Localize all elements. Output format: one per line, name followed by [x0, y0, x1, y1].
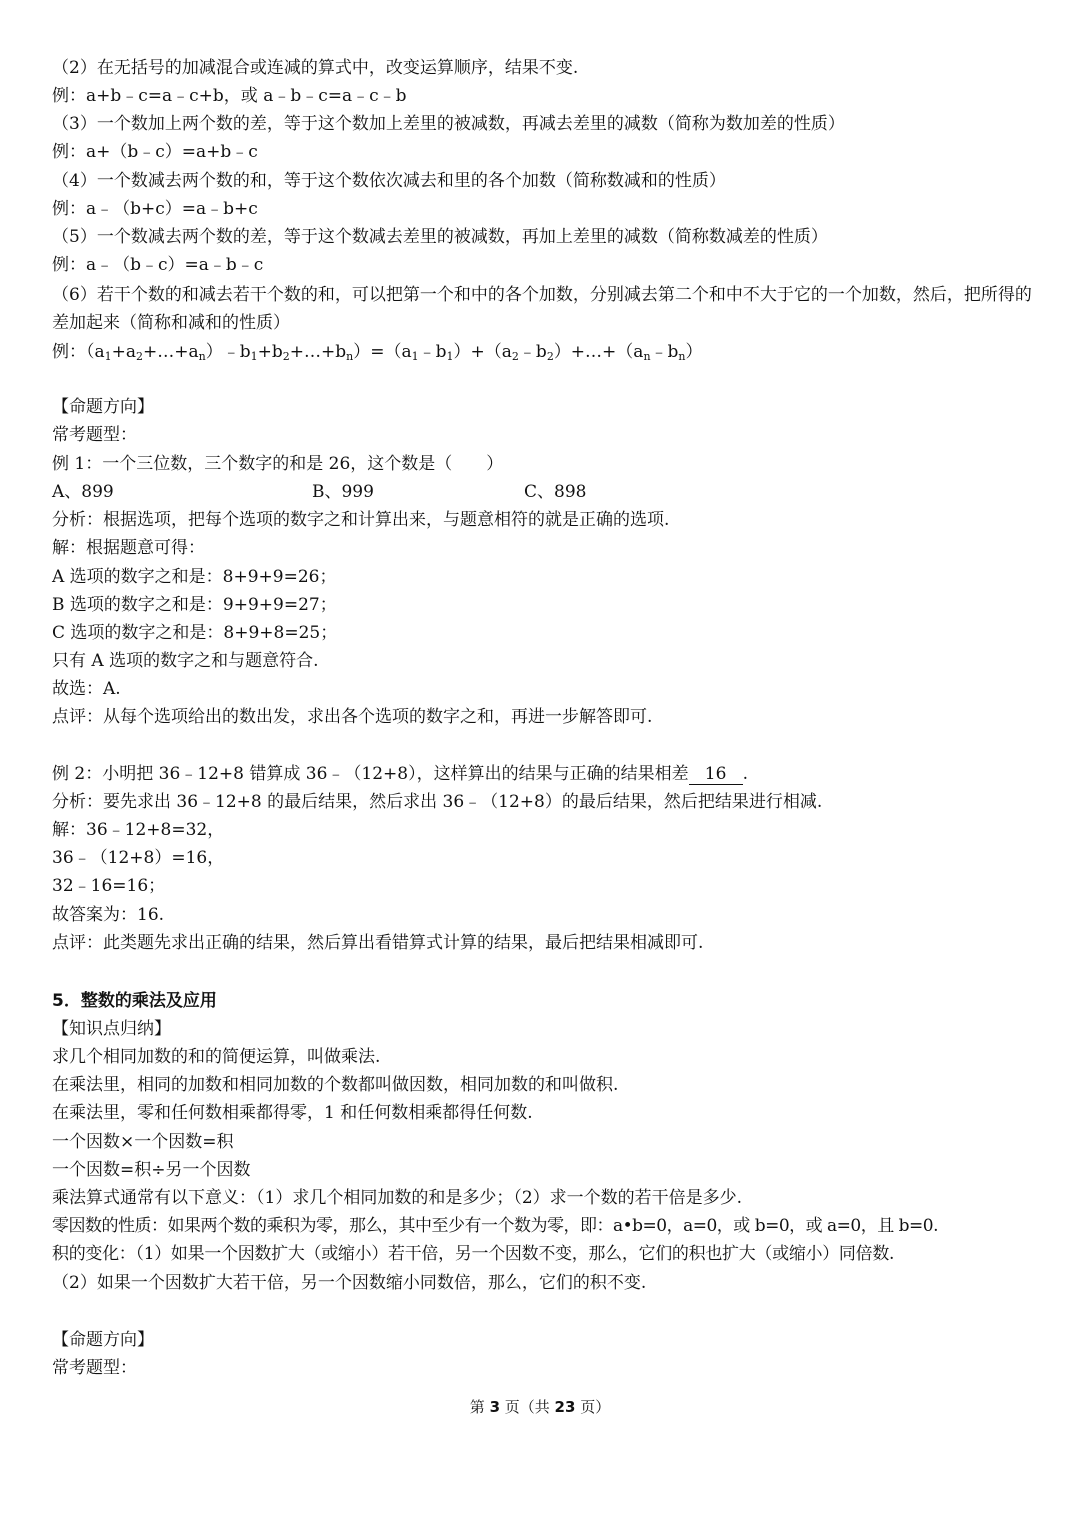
text-line: 常考题型：	[52, 1358, 137, 1378]
solution-line: B 选项的数字之和是：9+9+9=27；	[52, 595, 337, 615]
page-number: 3	[489, 1398, 500, 1416]
text-line: 常考题型：	[52, 425, 137, 445]
formula-part: ）+…+（a	[553, 342, 644, 362]
formula-part: ）=（a	[353, 342, 412, 362]
text-line: 积的变化：（1）如果一个因数扩大（或缩小）若干倍，另一个因数不变，那么，它们的积也扩大（或缩小）同倍数.	[52, 1244, 895, 1264]
text-line: 零因数的性质：如果两个数的乘积为零，那么，其中至少有一个数为零，即：a•b=0，a=0，或 b=0，或 a=0，且 b=0.	[52, 1216, 938, 1236]
formula-line: 一个因数=积÷另一个因数	[52, 1160, 251, 1180]
option-c: C、898	[524, 482, 587, 502]
section-heading: 【命题方向】	[52, 397, 154, 417]
formula-part: ﹣b	[650, 342, 679, 362]
formula-subscript: 2	[511, 350, 519, 363]
text-line: （3）一个数加上两个数的差，等于这个数加上差里的被减数，再减去差里的减数（简称为数加差的性质）	[52, 114, 845, 134]
comment-line: 点评：从每个选项给出的数出发，求出各个选项的数字之和，再进一步解答即可.	[52, 707, 653, 727]
formula-subscript: 2	[546, 350, 554, 363]
text-line: （4）一个数减去两个数的和，等于这个数依次减去和里的各个加数（简称数减和的性质）	[52, 171, 726, 191]
analysis-line: 分析：要先求出 36﹣12+8 的最后结果，然后求出 36﹣（12+8）的最后结果，然后把结果进行相减.	[52, 792, 823, 812]
solution-line: A 选项的数字之和是：8+9+9=26；	[52, 567, 337, 587]
example-line: 例：a﹣（b+c）=a﹣b+c	[52, 199, 258, 219]
question-line: 例 1：一个三位数，三个数字的和是 26，这个数是（ ）	[52, 454, 504, 474]
example-line: 例：a﹣（b﹣c）=a﹣b﹣c	[52, 255, 264, 275]
solution-line: C 选项的数字之和是：8+9+8=25；	[52, 623, 338, 643]
formula-subscript: n	[346, 350, 354, 363]
formula-subscript: n	[643, 350, 651, 363]
formula-subscript: 1	[411, 350, 419, 363]
formula-subscript: n	[198, 350, 206, 363]
formula-part: ）﹣b	[205, 342, 251, 362]
formula-subscript: 1	[250, 350, 258, 363]
text-line: （2）在无括号的加减混合或连减的算式中，改变运算顺序，结果不变.	[52, 58, 579, 78]
total-pages: 23	[554, 1398, 576, 1416]
text-line: （2）如果一个因数扩大若干倍，另一个因数缩小同数倍，那么，它们的积不变.	[52, 1273, 647, 1293]
section-heading: 【命题方向】	[52, 1330, 154, 1350]
text-line: 在乘法里，零和任何数相乘都得零，1 和任何数相乘都得任何数.	[52, 1103, 533, 1123]
formula-part: +…+a	[143, 342, 199, 362]
solution-line: 32﹣16=16；	[52, 876, 166, 896]
formula-subscript: 1	[446, 350, 454, 363]
text-line: 在乘法里，相同的加数和相同加数的个数都叫做因数，相同加数的和叫做积.	[52, 1075, 619, 1095]
text-line: 求几个相同加数的和的简便运算，叫做乘法.	[52, 1047, 381, 1067]
formula-part: ﹣b	[418, 342, 447, 362]
formula-part: +b	[257, 342, 283, 362]
formula-part: ﹣b	[518, 342, 547, 362]
analysis-line: 分析：根据选项，把每个选项的数字之和计算出来，与题意相符的就是正确的选项.	[52, 510, 670, 530]
question-end: .	[742, 764, 748, 784]
solution-line: 只有 A 选项的数字之和与题意符合.	[52, 651, 319, 671]
formula-part: 例：（a	[52, 342, 105, 362]
footer-text: 页）	[575, 1398, 611, 1416]
solution-line: 36﹣（12+8）=16，	[52, 848, 225, 868]
section-title: 5．整数的乘法及应用	[52, 991, 217, 1011]
answer-line: 故选：A.	[52, 679, 121, 699]
formula-part: ）+（a	[453, 342, 512, 362]
formula-part: +…+b	[289, 342, 347, 362]
answer-line: 故答案为：16.	[52, 905, 165, 925]
option-b: B、999	[312, 482, 374, 502]
formula-part: +a	[111, 342, 137, 362]
solution-line: 解：36﹣12+8=32，	[52, 820, 225, 840]
formula-subscript: 1	[104, 350, 112, 363]
formula-line	[52, 340, 1040, 364]
comment-line: 点评：此类题先求出正确的结果，然后算出看错算式计算的结果，最后把结果相减即可.	[52, 933, 704, 953]
page-footer	[0, 1396, 1080, 1418]
formula-subscript: n	[678, 350, 686, 363]
question-text: 例 2：小明把 36﹣12+8 错算成 36﹣（12+8），这样算出的结果与正确的结果相差	[52, 764, 689, 784]
formula-subscript: 2	[136, 350, 144, 363]
text-paragraph: （6）若干个数的和减去若干个数的和，可以把第一个和中的各个加数，分别减去第二个和中不大于它的一个加数，然后，把所得的差加起来（简称和减和的性质）	[52, 285, 1032, 333]
text-line: （5）一个数减去两个数的差，等于这个数减去差里的被减数，再加上差里的减数（简称数减差的性质）	[52, 227, 828, 247]
solution-line: 解：根据题意可得：	[52, 538, 205, 558]
text-line: 乘法算式通常有以下意义：（1）求几个相同加数的和是多少；（2）求一个数的若干倍是多少.	[52, 1188, 743, 1208]
question-line	[52, 762, 1040, 786]
section-heading: 【知识点归纳】	[52, 1019, 171, 1039]
formula-part: ）	[685, 342, 703, 362]
footer-text: 第	[469, 1398, 490, 1416]
example-line: 例：a+（b﹣c）=a+b﹣c	[52, 142, 258, 162]
option-a: A、899	[52, 482, 114, 502]
formula-subscript: 2	[282, 350, 290, 363]
answer-blank: 16	[689, 764, 743, 785]
footer-text: 页（共	[500, 1398, 555, 1416]
formula-line: 一个因数×一个因数=积	[52, 1132, 234, 1152]
example-line: 例：a+b﹣c=a﹣c+b，或 a﹣b﹣c=a﹣c﹣b	[52, 86, 407, 106]
